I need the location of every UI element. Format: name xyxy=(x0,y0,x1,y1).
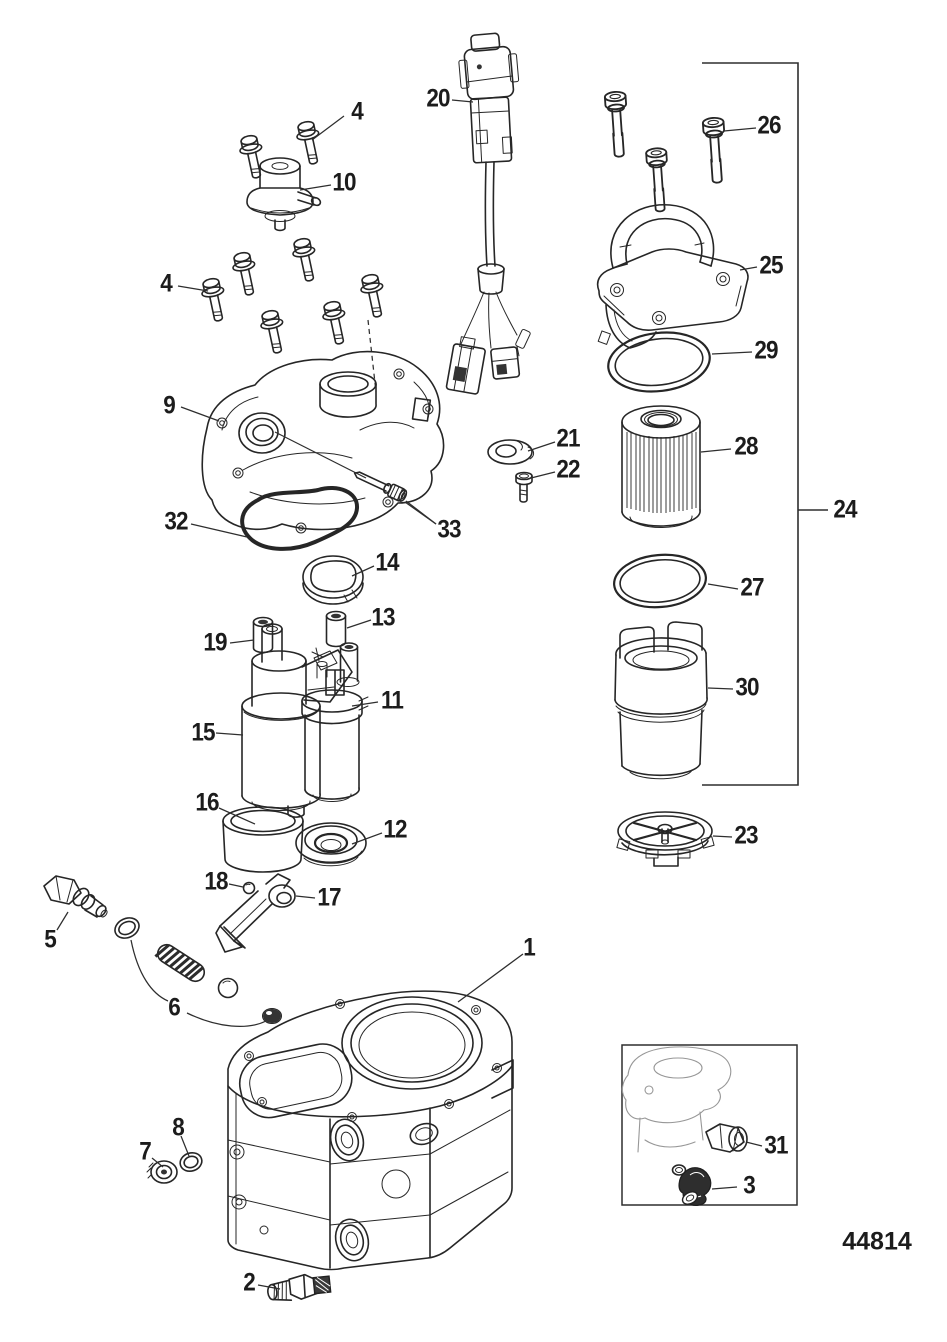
callout-4: 4 xyxy=(351,97,363,126)
callout-3: 3 xyxy=(743,1171,755,1200)
callout-8: 8 xyxy=(172,1113,184,1142)
inset-detail-box xyxy=(622,1045,797,1207)
part-33-bleed-valve xyxy=(352,467,408,502)
part-31-nut-fitting xyxy=(706,1124,747,1152)
part-22-screw xyxy=(516,473,532,503)
part-8-seal-washer xyxy=(178,1150,204,1174)
callout-20: 20 xyxy=(426,84,450,113)
callout-4: 4 xyxy=(160,269,172,298)
callout-15: 15 xyxy=(191,718,215,747)
part-3-elbow-fitting xyxy=(673,1165,711,1207)
callout-27: 27 xyxy=(740,573,764,602)
callout-31: 31 xyxy=(764,1131,788,1160)
part-12-grommet xyxy=(296,823,366,866)
part-7-plug xyxy=(147,1161,177,1183)
part-27-o-ring xyxy=(612,551,708,611)
callout-9: 9 xyxy=(163,391,175,420)
part-1-housing xyxy=(228,991,513,1269)
part-30-filter-cup xyxy=(615,622,707,779)
callout-5: 5 xyxy=(44,925,56,954)
callout-14: 14 xyxy=(375,548,399,577)
callout-17: 17 xyxy=(317,883,341,912)
part-21-clamp-washer xyxy=(488,440,534,464)
callout-33: 33 xyxy=(437,515,461,544)
part-20-harness xyxy=(446,32,531,395)
drawing-number: 44814 xyxy=(842,1227,912,1256)
callout-13: 13 xyxy=(371,603,395,632)
callout-24: 24 xyxy=(833,495,857,524)
callout-21: 21 xyxy=(556,424,580,453)
callout-6: 6 xyxy=(168,993,180,1022)
part-9-cover xyxy=(202,352,443,533)
inset-housing-outline xyxy=(622,1047,730,1152)
part-11-fuel-pump xyxy=(302,643,368,802)
callout-23: 23 xyxy=(734,821,758,850)
callout-19: 19 xyxy=(203,628,227,657)
part-5-sensor-fitting xyxy=(44,876,108,918)
part-2-fitting xyxy=(266,1272,331,1302)
part-17-clip xyxy=(216,874,295,952)
callout-16: 16 xyxy=(195,788,219,817)
part-6-valve-kit xyxy=(112,914,282,1026)
callout-26: 26 xyxy=(757,111,781,140)
callout-28: 28 xyxy=(734,432,758,461)
part-19-bushing xyxy=(254,618,273,653)
callout-25: 25 xyxy=(759,251,783,280)
part-18-ball xyxy=(244,883,255,894)
callout-18: 18 xyxy=(204,867,228,896)
part-15-fuel-pump xyxy=(242,624,352,817)
callout-32: 32 xyxy=(164,507,188,536)
callout-30: 30 xyxy=(735,673,759,702)
callout-12: 12 xyxy=(383,815,407,844)
callout-1: 1 xyxy=(523,933,535,962)
part-26-bolts xyxy=(605,91,728,212)
part-28-filter-element xyxy=(622,406,700,528)
part-32-gasket xyxy=(242,488,357,549)
part-4-bolts xyxy=(199,120,388,355)
callout-10: 10 xyxy=(332,168,356,197)
part-16-sleeve xyxy=(223,807,303,872)
part-25-filter-cover xyxy=(598,205,748,348)
callout-7: 7 xyxy=(139,1137,151,1166)
part-29-o-ring xyxy=(605,327,713,397)
part-23-cap xyxy=(617,812,714,866)
callout-22: 22 xyxy=(556,455,580,484)
callout-11: 11 xyxy=(381,686,403,715)
part-13-bushing xyxy=(327,612,346,647)
part-14-retainer-ring xyxy=(303,556,363,604)
callout-29: 29 xyxy=(754,336,778,365)
callout-2: 2 xyxy=(243,1268,255,1297)
